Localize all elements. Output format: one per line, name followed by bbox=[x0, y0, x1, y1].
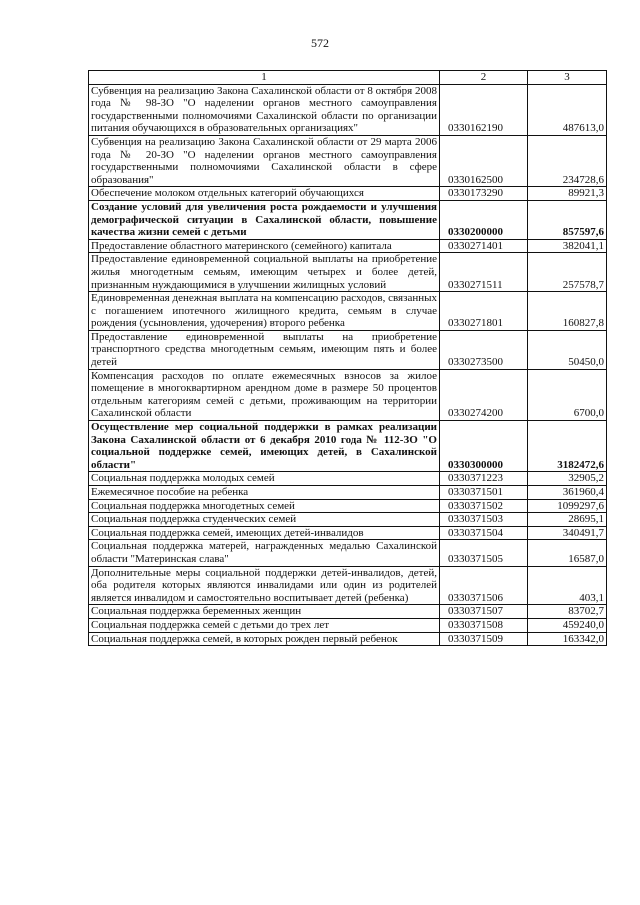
row-code-cell: 0330200000 bbox=[440, 200, 528, 239]
table-row bbox=[89, 84, 607, 135]
row-name-cell: Социальная поддержка семей с детьми до трех лет bbox=[89, 618, 440, 632]
table-row bbox=[89, 200, 607, 239]
page-number: 572 bbox=[311, 36, 329, 50]
row-code-cell: 0330273500 bbox=[440, 330, 528, 369]
table-row bbox=[89, 330, 607, 369]
row-amount-cell: 257578,7 bbox=[528, 253, 607, 292]
row-code-cell: 0330371501 bbox=[440, 486, 528, 500]
row-name-cell: Ежемесячное пособие на ребенка bbox=[89, 486, 440, 500]
table-row bbox=[89, 499, 607, 513]
row-name-cell: Социальная поддержка семей, имеющих детей-инвалидов bbox=[89, 526, 440, 540]
row-amount-cell: 32905,2 bbox=[528, 472, 607, 486]
row-code-cell: 0330173290 bbox=[440, 187, 528, 201]
table-row bbox=[89, 540, 607, 566]
table-row bbox=[89, 472, 607, 486]
row-amount-cell: 83702,7 bbox=[528, 605, 607, 619]
row-amount-cell: 234728,6 bbox=[528, 135, 607, 186]
row-code-cell: 0330371506 bbox=[440, 566, 528, 605]
row-code-cell: 0330271401 bbox=[440, 239, 528, 253]
row-name-cell: Дополнительные меры социальной поддержки детей-инвалидов, детей, оба родителя которых являются инвалидами или один из родителей является инвалидом и самостоятельно воспитывает детей (ребенка) bbox=[89, 566, 440, 605]
table-row bbox=[89, 618, 607, 632]
row-amount-cell: 403,1 bbox=[528, 566, 607, 605]
table-row bbox=[89, 566, 607, 605]
table-row bbox=[89, 486, 607, 500]
table-row bbox=[89, 292, 607, 331]
header-col-1: 1 bbox=[89, 71, 440, 85]
row-code-cell: 0330271511 bbox=[440, 253, 528, 292]
table-row bbox=[89, 187, 607, 201]
row-amount-cell: 857597,6 bbox=[528, 200, 607, 239]
row-amount-cell: 340491,7 bbox=[528, 526, 607, 540]
row-name-cell: Осуществление мер социальной поддержки в рамках реализации Закона Сахалинской области от 6 декабря 2010 года № 112-ЗО "О социальной поддержке семей, имеющих детей, в Сахалинской области" bbox=[89, 421, 440, 472]
row-code-cell: 0330271801 bbox=[440, 292, 528, 331]
row-name-cell: Социальная поддержка беременных женщин bbox=[89, 605, 440, 619]
table-row bbox=[89, 513, 607, 527]
row-code-cell: 0330371502 bbox=[440, 499, 528, 513]
table-row bbox=[89, 421, 607, 472]
row-name-cell: Предоставление областного материнского (семейного) капитала bbox=[89, 239, 440, 253]
row-name-cell: Социальная поддержка матерей, награжденных медалью Сахалинской области "Материнская слава" bbox=[89, 540, 440, 566]
table-row bbox=[89, 135, 607, 186]
row-code-cell: 0330371505 bbox=[440, 540, 528, 566]
row-amount-cell: 382041,1 bbox=[528, 239, 607, 253]
row-name-cell: Предоставление единовременной социальной выплаты на приобретение жилья многодетным семьям, имеющим четырех и более детей, признанным нуждающимися в улучшении жилищных условий bbox=[89, 253, 440, 292]
table-row bbox=[89, 632, 607, 646]
header-col-2: 2 bbox=[440, 71, 528, 85]
table-header-row bbox=[89, 71, 607, 85]
row-amount-cell: 3182472,6 bbox=[528, 421, 607, 472]
row-amount-cell: 28695,1 bbox=[528, 513, 607, 527]
row-name-cell: Субвенция на реализацию Закона Сахалинской области от 8 октября 2008 года № 98-ЗО "О наделении органов местного самоуправления государственными полномочиями Сахалинской области по организации питания обучающихся в образовательных организациях" bbox=[89, 84, 440, 135]
row-amount-cell: 50450,0 bbox=[528, 330, 607, 369]
row-amount-cell: 89921,3 bbox=[528, 187, 607, 201]
row-amount-cell: 1099297,6 bbox=[528, 499, 607, 513]
row-code-cell: 0330371508 bbox=[440, 618, 528, 632]
header-col-3: 3 bbox=[528, 71, 607, 85]
table-row bbox=[89, 526, 607, 540]
row-code-cell: 0330371223 bbox=[440, 472, 528, 486]
row-code-cell: 0330162500 bbox=[440, 135, 528, 186]
table-row bbox=[89, 253, 607, 292]
row-amount-cell: 6700,0 bbox=[528, 369, 607, 420]
row-name-cell: Компенсация расходов по оплате ежемесячных взносов за жилое помещение в многоквартирном арендном доме в размере 50 процентов отдельным категориям семей с детьми, проживающим на территории Сахалинской области bbox=[89, 369, 440, 420]
row-name-cell: Социальная поддержка молодых семей bbox=[89, 472, 440, 486]
row-name-cell: Социальная поддержка студенческих семей bbox=[89, 513, 440, 527]
row-name-cell: Социальная поддержка семей, в которых рожден первый ребенок bbox=[89, 632, 440, 646]
row-amount-cell: 487613,0 bbox=[528, 84, 607, 135]
budget-table bbox=[88, 70, 607, 646]
row-name-cell: Предоставление единовременной выплаты на приобретение транспортного средства многодетным семьям, имеющим пять и более детей bbox=[89, 330, 440, 369]
row-name-cell: Обеспечение молоком отдельных категорий обучающихся bbox=[89, 187, 440, 201]
row-code-cell: 0330274200 bbox=[440, 369, 528, 420]
row-name-cell: Создание условий для увеличения роста рождаемости и улучшения демографической ситуации в Сахалинской области, повышение качества жизни семей с детьми bbox=[89, 200, 440, 239]
row-code-cell: 0330371503 bbox=[440, 513, 528, 527]
row-code-cell: 0330300000 bbox=[440, 421, 528, 472]
row-amount-cell: 160827,8 bbox=[528, 292, 607, 331]
row-name-cell: Субвенция на реализацию Закона Сахалинской области от 29 марта 2006 года № 20-ЗО "О наделении органов местного самоуправления государственными полномочиями Сахалинской области в сфере образования" bbox=[89, 135, 440, 186]
row-code-cell: 0330371507 bbox=[440, 605, 528, 619]
row-code-cell: 0330371509 bbox=[440, 632, 528, 646]
row-name-cell: Единовременная денежная выплата на компенсацию расходов, связанных с погашением ипотечного жилищного кредита, семьям в случае рождения (усыновления, удочерения) второго ребенка bbox=[89, 292, 440, 331]
row-code-cell: 0330162190 bbox=[440, 84, 528, 135]
row-code-cell: 0330371504 bbox=[440, 526, 528, 540]
row-amount-cell: 361960,4 bbox=[528, 486, 607, 500]
row-amount-cell: 459240,0 bbox=[528, 618, 607, 632]
table-row bbox=[89, 239, 607, 253]
row-amount-cell: 16587,0 bbox=[528, 540, 607, 566]
table-row bbox=[89, 369, 607, 420]
row-name-cell: Социальная поддержка многодетных семей bbox=[89, 499, 440, 513]
table-row bbox=[89, 605, 607, 619]
row-amount-cell: 163342,0 bbox=[528, 632, 607, 646]
